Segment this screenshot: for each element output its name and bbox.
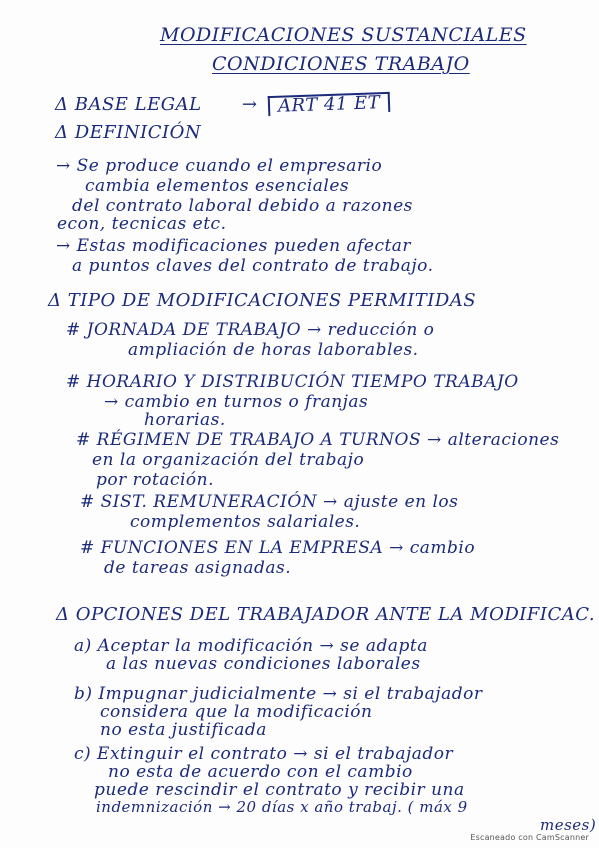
tipo-item-line: → cambio en turnos o franjas — [104, 392, 369, 412]
legal-reference-box — [267, 92, 390, 116]
opcion-b-line: no esta justificada — [100, 720, 267, 740]
delta-marker: Δ — [55, 122, 69, 143]
tipo-item-line: # JORNADA DE TRABAJO → reducción o — [66, 320, 435, 340]
definicion-label: DEFINICIÓN — [74, 122, 202, 143]
arrow-icon: → — [241, 94, 258, 115]
opcion-a-line: a) Aceptar la modificación → se adapta — [74, 636, 428, 656]
delta-marker: Δ — [55, 94, 69, 115]
tipos-heading: Δ TIPO DE MODIFICACIONES PERMITIDAS — [48, 290, 477, 311]
opcion-b-line: b) Impugnar judicialmente → si el trabajador — [74, 684, 483, 704]
tipo-item-line: # SIST. REMUNERACIÓN → ajuste en los — [80, 492, 459, 512]
definicion-line: cambia elementos esenciales — [85, 176, 350, 196]
opcion-a-line: a las nuevas condiciones laborales — [106, 654, 421, 674]
opcion-c-line: puede rescindir el contrato y recibir una — [94, 780, 465, 800]
tipo-item-line: en la organización del trabajo — [92, 450, 365, 470]
tipo-item-line: complementos salariales. — [130, 512, 361, 532]
opcion-c-line: indemnización → 20 días x año trabaj. ( máx 9 — [96, 798, 468, 816]
tipo-item-line: ampliación de horas laborables. — [128, 340, 419, 360]
definicion-line: a puntos claves del contrato de trabajo. — [72, 256, 434, 276]
base-legal-label: BASE LEGAL — [74, 94, 202, 115]
definicion-heading — [55, 124, 201, 142]
opcion-b-line: considera que la modificación — [100, 702, 373, 722]
page-title-line1: MODIFICACIONES SUSTANCIALES — [160, 24, 527, 46]
opcion-c-line: c) Extinguir el contrato → si el trabajador — [74, 744, 454, 764]
page-title-line2: CONDICIONES TRABAJO — [212, 53, 470, 75]
tipo-item-line: por rotación. — [96, 470, 215, 490]
definicion-line: → Estas modificaciones pueden afectar — [56, 236, 412, 256]
scanner-watermark: Escaneado con CamScanner — [470, 833, 589, 842]
tipo-item-line: de tareas asignadas. — [104, 558, 292, 578]
tipo-item-line: # HORARIO Y DISTRIBUCIÓN TIEMPO TRABAJO — [66, 372, 519, 392]
opcion-c-line: meses) — [540, 816, 597, 834]
opcion-c-line: no esta de acuerdo con el cambio — [108, 762, 413, 782]
definicion-line: del contrato laboral debido a razones — [72, 196, 413, 216]
tipo-item-line: horarias. — [144, 410, 226, 430]
tipo-item-line: # RÉGIMEN DE TRABAJO A TURNOS → alteraciones — [76, 430, 560, 450]
opciones-heading: Δ OPCIONES DEL TRABAJADOR ANTE LA MODIFICAC. — [56, 604, 596, 625]
legal-reference: ART 41 ET — [277, 92, 381, 117]
base-legal-row — [55, 92, 390, 117]
definicion-line: econ, tecnicas etc. — [57, 214, 227, 234]
definicion-line: → Se produce cuando el empresario — [56, 156, 383, 176]
tipo-item-line: # FUNCIONES EN LA EMPRESA → cambio — [80, 538, 476, 558]
